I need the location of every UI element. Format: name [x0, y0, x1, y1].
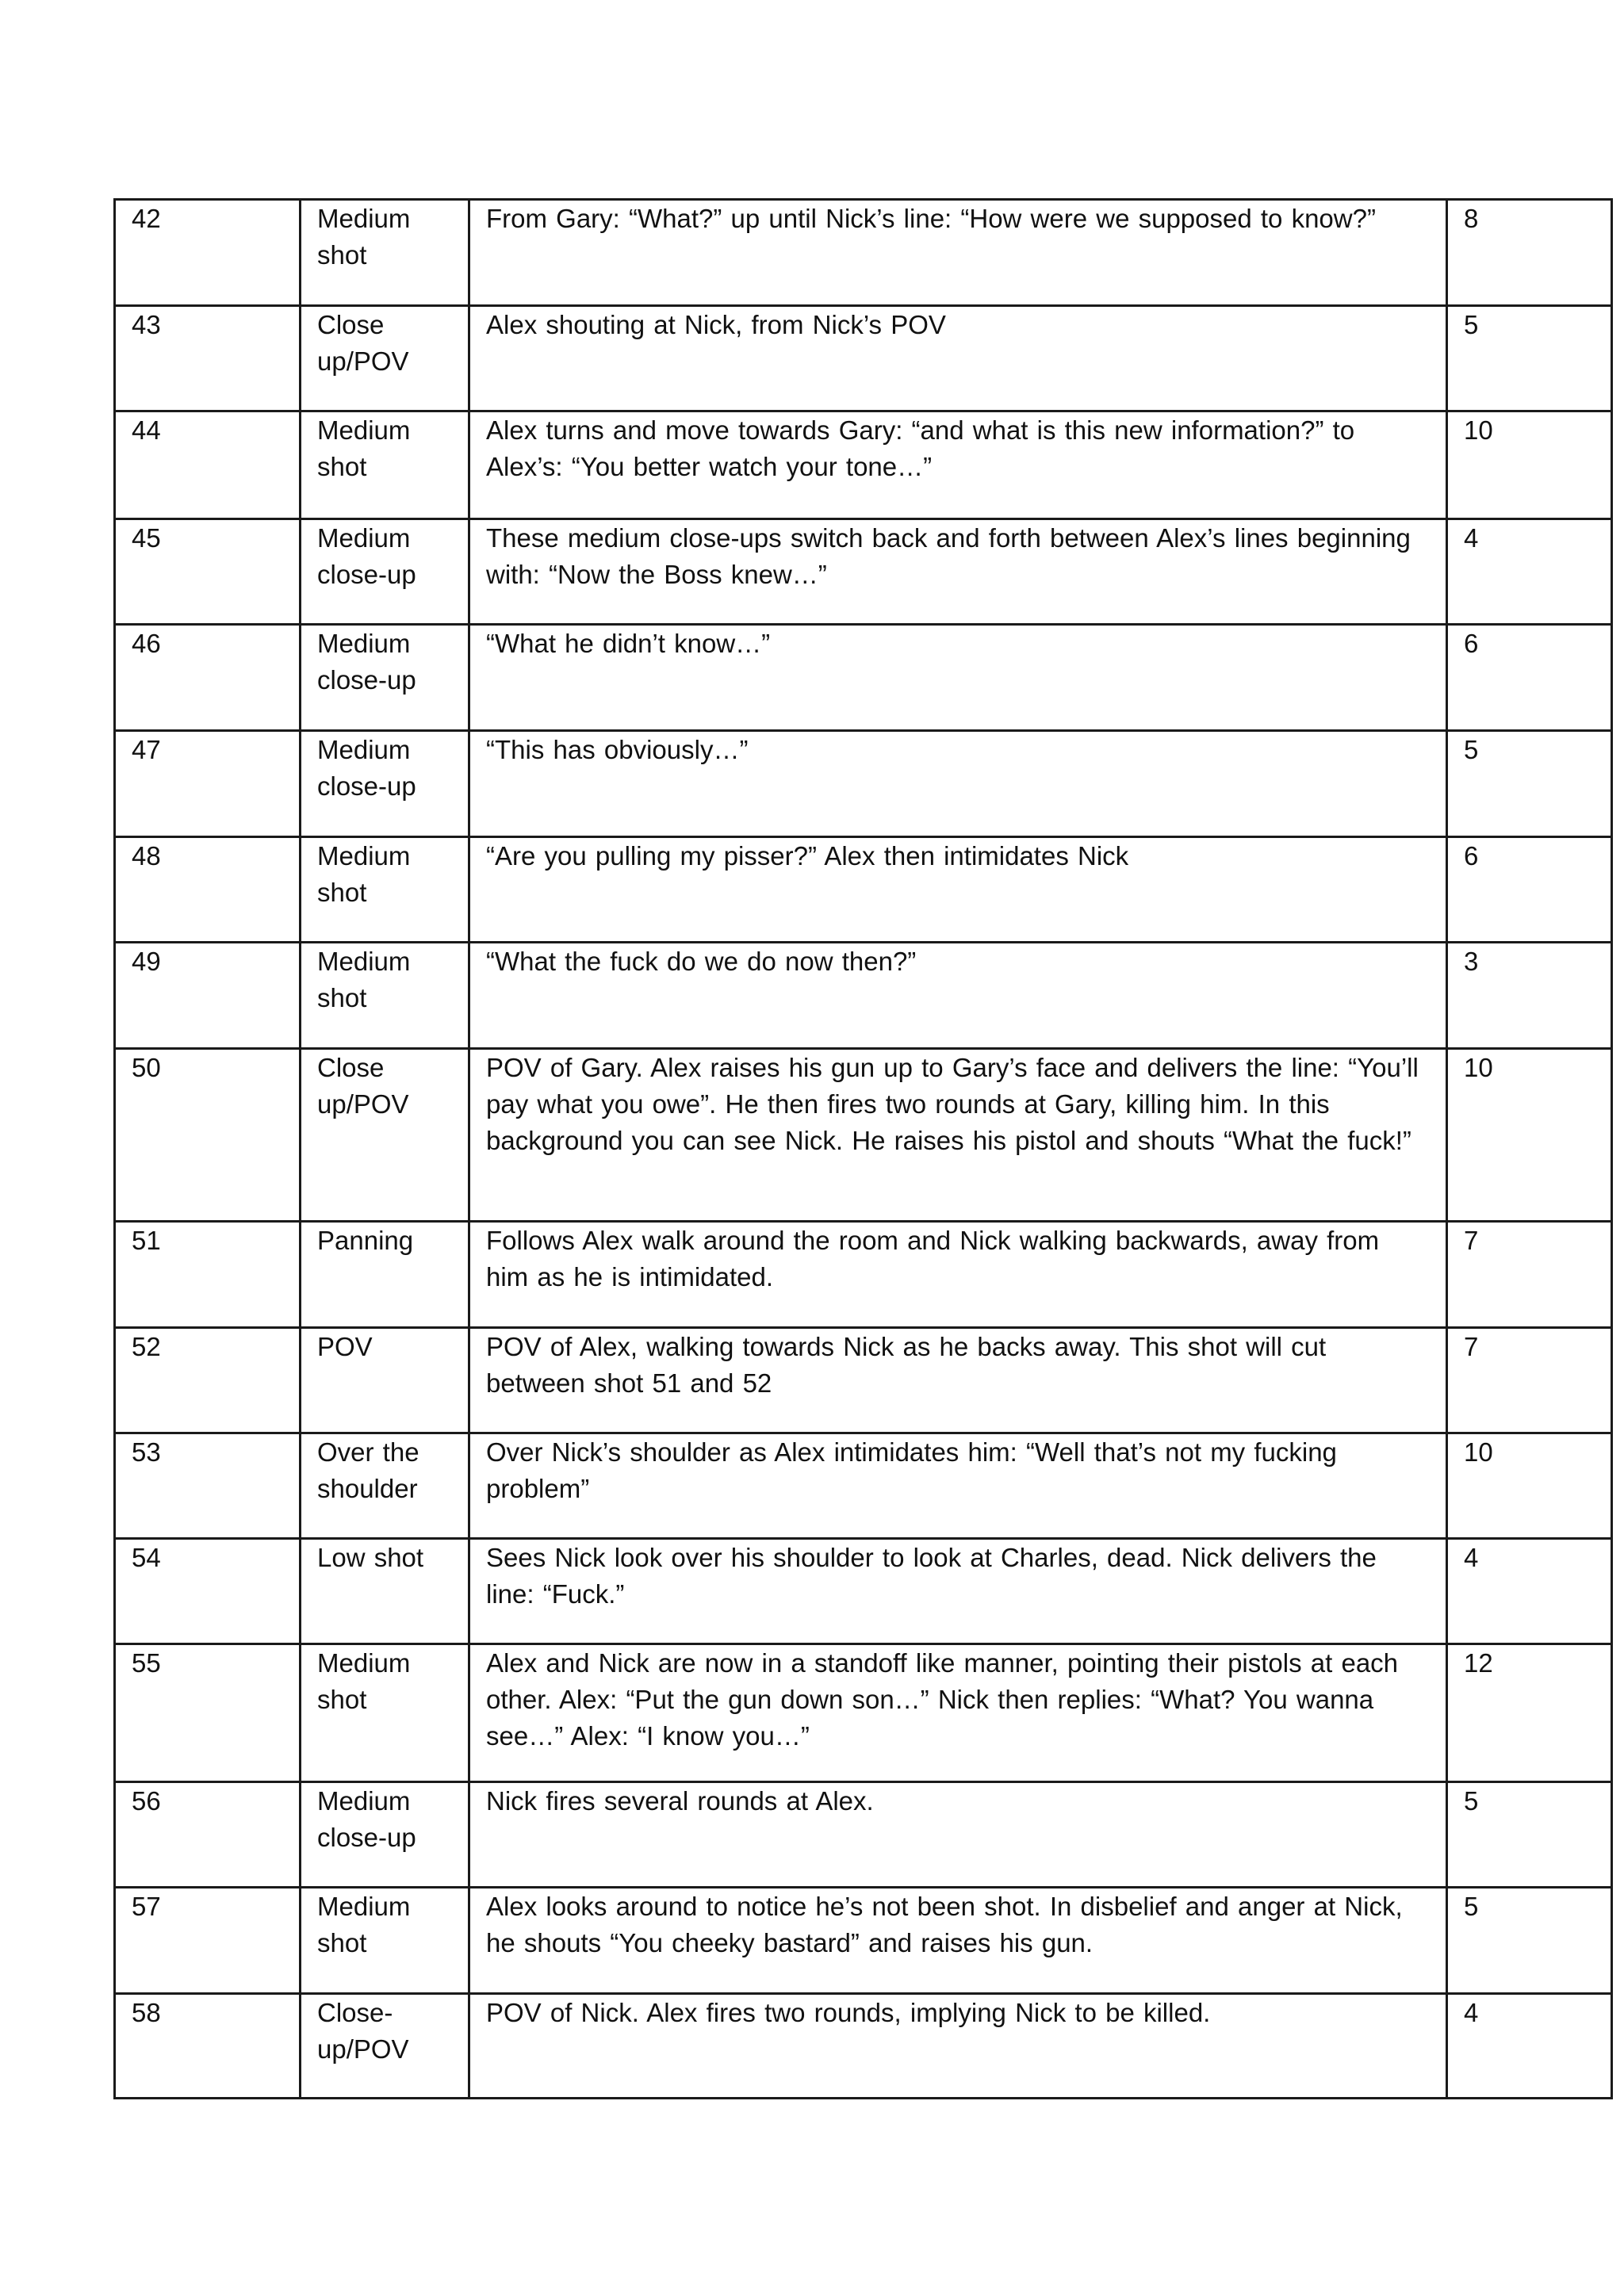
table-row [115, 1994, 1612, 2099]
shot-number-cell: 43 [115, 306, 301, 411]
shot-number-cell: 56 [115, 1782, 301, 1888]
shot-duration-cell: 4 [1447, 1994, 1612, 2099]
shot-duration-cell: 6 [1447, 625, 1612, 731]
shot-number-cell: 50 [115, 1049, 301, 1222]
shot-description-cell: Sees Nick look over his shoulder to look at Charles, dead. Nick delivers the line: “Fuck.” [469, 1539, 1447, 1644]
shot-number-cell: 46 [115, 625, 301, 731]
shot-number-cell: 48 [115, 837, 301, 943]
shot-type-cell: Medium shot [301, 1644, 469, 1782]
shot-number-cell: 55 [115, 1644, 301, 1782]
shot-duration-cell: 5 [1447, 1782, 1612, 1888]
shot-description-cell: Alex and Nick are now in a standoff like manner, pointing their pistols at each other. Alex: “Put the gun down son…” Nick then replies: “What? You wanna see…” Alex: “I know you…” [469, 1644, 1447, 1782]
shot-duration-cell: 10 [1447, 1049, 1612, 1222]
shot-description-cell: Alex looks around to notice he’s not been shot. In disbelief and anger at Nick, he shouts “You cheeky bastard” and raises his gun. [469, 1888, 1447, 1994]
shot-duration-cell: 4 [1447, 519, 1612, 625]
shot-type-cell: Panning [301, 1222, 469, 1328]
table-row [115, 1433, 1612, 1539]
table-row [115, 411, 1612, 519]
shot-number-cell: 44 [115, 411, 301, 519]
shot-description-cell: “This has obviously…” [469, 731, 1447, 837]
shot-description-cell: POV of Nick. Alex fires two rounds, implying Nick to be killed. [469, 1994, 1447, 2099]
shot-type-cell: Medium shot [301, 1888, 469, 1994]
shot-duration-cell: 7 [1447, 1328, 1612, 1433]
shot-description-cell: “Are you pulling my pisser?” Alex then intimidates Nick [469, 837, 1447, 943]
shot-type-cell: Medium close-up [301, 519, 469, 625]
shot-duration-cell: 5 [1447, 731, 1612, 837]
shot-description-cell: Alex turns and move towards Gary: “and what is this new information?” to Alex’s: “You better watch your tone…” [469, 411, 1447, 519]
shot-number-cell: 51 [115, 1222, 301, 1328]
table-row [115, 1539, 1612, 1644]
table-row [115, 943, 1612, 1049]
shot-type-cell: Close up/POV [301, 306, 469, 411]
table-row [115, 1782, 1612, 1888]
shot-duration-cell: 10 [1447, 1433, 1612, 1539]
shot-number-cell: 53 [115, 1433, 301, 1539]
table-row [115, 625, 1612, 731]
shot-number-cell: 42 [115, 200, 301, 306]
shot-duration-cell: 4 [1447, 1539, 1612, 1644]
shot-number-cell: 57 [115, 1888, 301, 1994]
shot-description-cell: Over Nick’s shoulder as Alex intimidates him: “Well that’s not my fucking problem” [469, 1433, 1447, 1539]
shot-duration-cell: 3 [1447, 943, 1612, 1049]
shot-type-cell: Medium shot [301, 200, 469, 306]
shot-number-cell: 52 [115, 1328, 301, 1433]
shot-number-cell: 47 [115, 731, 301, 837]
shot-description-cell: POV of Gary. Alex raises his gun up to Gary’s face and delivers the line: “You’ll pay what you owe”. He then fires two rounds at Gary, killing him. In this background you can see Nick. He raises his pistol and shouts “What the fuck!” [469, 1049, 1447, 1222]
table-row [115, 1049, 1612, 1222]
table-row [115, 1644, 1612, 1782]
shot-duration-cell: 12 [1447, 1644, 1612, 1782]
shot-duration-cell: 5 [1447, 1888, 1612, 1994]
table-row [115, 731, 1612, 837]
table-row [115, 200, 1612, 306]
shot-description-cell: POV of Alex, walking towards Nick as he backs away. This shot will cut between shot 51 and 52 [469, 1328, 1447, 1433]
shot-type-cell: POV [301, 1328, 469, 1433]
shot-description-cell: “What the fuck do we do now then?” [469, 943, 1447, 1049]
shot-number-cell: 49 [115, 943, 301, 1049]
shot-description-cell: “What he didn’t know…” [469, 625, 1447, 731]
shot-number-cell: 45 [115, 519, 301, 625]
shot-type-cell: Low shot [301, 1539, 469, 1644]
shot-type-cell: Medium shot [301, 943, 469, 1049]
shot-description-cell: Nick fires several rounds at Alex. [469, 1782, 1447, 1888]
shot-type-cell: Over the shoulder [301, 1433, 469, 1539]
table-row [115, 1888, 1612, 1994]
shot-duration-cell: 7 [1447, 1222, 1612, 1328]
shot-type-cell: Close up/POV [301, 1049, 469, 1222]
table-row [115, 1328, 1612, 1433]
table-row [115, 837, 1612, 943]
shot-description-cell: Alex shouting at Nick, from Nick’s POV [469, 306, 1447, 411]
shot-type-cell: Medium shot [301, 837, 469, 943]
shot-number-cell: 54 [115, 1539, 301, 1644]
table-row [115, 306, 1612, 411]
shot-description-cell: These medium close-ups switch back and forth between Alex’s lines beginning with: “Now the Boss knew…” [469, 519, 1447, 625]
shot-type-cell: Medium shot [301, 411, 469, 519]
shot-description-cell: Follows Alex walk around the room and Nick walking backwards, away from him as he is intimidated. [469, 1222, 1447, 1328]
shot-type-cell: Medium close-up [301, 731, 469, 837]
shot-type-cell: Close-up/POV [301, 1994, 469, 2099]
table-row [115, 1222, 1612, 1328]
shot-list-table [113, 198, 1613, 2099]
shot-duration-cell: 6 [1447, 837, 1612, 943]
shot-duration-cell: 8 [1447, 200, 1612, 306]
table-row [115, 519, 1612, 625]
shot-duration-cell: 5 [1447, 306, 1612, 411]
shot-description-cell: From Gary: “What?” up until Nick’s line: “How were we supposed to know?” [469, 200, 1447, 306]
shot-type-cell: Medium close-up [301, 1782, 469, 1888]
shot-type-cell: Medium close-up [301, 625, 469, 731]
shot-duration-cell: 10 [1447, 411, 1612, 519]
shot-number-cell: 58 [115, 1994, 301, 2099]
